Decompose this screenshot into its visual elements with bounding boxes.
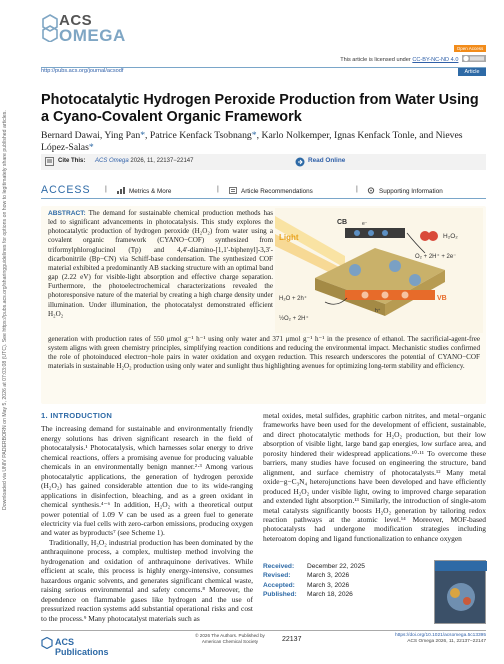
- introduction-heading: 1. INTRODUCTION: [41, 411, 113, 420]
- license-link[interactable]: CC-BY-NC-ND 4.0: [412, 57, 459, 63]
- electron-symbol: e⁻: [362, 221, 368, 227]
- acs-publications-logo[interactable]: [41, 636, 111, 657]
- footer-reference: [395, 633, 486, 645]
- date-label: Revised:: [263, 572, 291, 580]
- vb-label: VB: [437, 295, 447, 302]
- abstract-section: [41, 206, 486, 404]
- date-label: Accepted:: [263, 581, 295, 589]
- cite-journal: ACS Omega: [95, 158, 129, 164]
- metrics-link[interactable]: [117, 187, 171, 195]
- h2o2-label: H₂O₂: [443, 233, 458, 240]
- download-notice-text: Downloaded via UNIV PADERBORN on May 5, 2026 at 07:03:08 (UTC). See https://pubs.acs.org/sharingguidelines for options on how to legitimately share published articles.: [2, 110, 8, 510]
- author-name[interactable]: Nieves López-Salas: [41, 130, 463, 154]
- author-list: Bernard Dawai, Ying Pan*, Patrice Kenfack Tsobnang*, Karlo Nolkemper, Ignas Kenfack Tonle, and Nieves López-Salas*: [41, 130, 463, 154]
- logo-acs-text: ACS: [59, 12, 93, 29]
- read-online-link[interactable]: Read Online: [308, 157, 346, 164]
- date-row: [263, 571, 413, 580]
- date-row: [263, 581, 413, 590]
- date-row: [263, 590, 413, 599]
- intro-right-column: [263, 411, 486, 543]
- publication-dates: [263, 562, 413, 600]
- author-name[interactable]: Ignas Kenfack Tonle: [333, 130, 415, 141]
- access-label: ACCESS: [41, 184, 91, 196]
- intro-paragraph-3: metal oxides, metal sulfides, graphitic carbon nitrites, and metal−organic frameworks have been used for the development of efficient, sustainable, and direct photocatalytic methods for H₂O₂ production, but their low absorption of visible light, large band gap energies, low surface area, and porosity hindered their widespread applications.¹⁰·¹¹ To overcome these barriers, many studies have focused on engineering the structure, band alignment, and surface chemistry of photocatalysts.¹² Many metal oxide−g−C₃N₄ heterojunctions have been developed and have efficiently produced H₂O₂ under visible light, owing to improved charge separation and extended light absorption.¹³ Similarly, the introduction of single-atom metal catalysts significantly boosts H₂O₂ generation by tailoring redox reaction pathways at the atomic level.¹⁴ Moreover, MOF-based photocatalysts had undergone modification strategies including heteroatom doping and ligand functionalization to enhance oxygen: [263, 411, 486, 543]
- access-bar: [41, 183, 486, 199]
- date-value: March 3, 2026: [307, 581, 350, 589]
- oxygen-reduction-eq: O₂ + 2H⁺ + 2e⁻: [415, 254, 457, 260]
- article-type-tag: Article: [458, 68, 486, 76]
- footer-rule: [41, 630, 486, 631]
- oxygen-product-eq: ½O₂ + 2H⁺: [279, 316, 309, 322]
- supporting-info-link[interactable]: [367, 187, 443, 195]
- access-separator: |: [217, 186, 219, 193]
- cc-license-icon: [462, 55, 486, 62]
- download-notice: [2, 110, 12, 510]
- quote-icon: [45, 157, 54, 166]
- copyright-notice: [180, 633, 280, 644]
- date-label: Published:: [263, 591, 297, 599]
- hole-symbol: h⁺: [375, 308, 381, 314]
- author-name[interactable]: Patrice Kenfack Tsobnang: [149, 130, 252, 141]
- read-online-icon: [295, 157, 305, 167]
- access-separator: |: [105, 186, 107, 193]
- citation[interactable]: [95, 158, 193, 164]
- doi-link[interactable]: https://doi.org/10.1021/acsomega.5c13395: [395, 633, 486, 638]
- open-access-badge[interactable]: Open Access: [454, 45, 486, 52]
- date-value: December 22, 2025: [307, 563, 365, 570]
- author-name[interactable]: Karlo Nolkemper: [261, 130, 330, 141]
- corresponding-author-icon[interactable]: *: [140, 130, 146, 141]
- cite-label: Cite This:: [58, 158, 86, 164]
- corresponding-author-icon[interactable]: *: [88, 142, 94, 154]
- article-title: Photocatalytic Hydrogen Peroxide Production from Water Using a Cyano-Covalent Organic Framework: [41, 92, 479, 125]
- license-text: This article is licensed under: [340, 57, 411, 63]
- date-label: Received:: [263, 563, 295, 570]
- bar-chart-icon: [117, 187, 125, 194]
- corresponding-author-icon[interactable]: *: [251, 130, 257, 141]
- logo-omega-text: OMEGA: [59, 26, 126, 45]
- date-row: [263, 562, 413, 571]
- page-number: 22137: [282, 636, 302, 643]
- article-icon: [229, 187, 237, 194]
- recommendations-label: Article Recommendations: [241, 188, 313, 195]
- cite-bar: [41, 154, 486, 170]
- recommendations-link[interactable]: [229, 187, 313, 195]
- copyright-line-2: American Chemical Society: [201, 638, 259, 644]
- author-name[interactable]: Bernard Dawai: [41, 130, 100, 141]
- access-separator: |: [356, 186, 358, 193]
- toc-graphic: [275, 208, 483, 333]
- acs-publications-icon: [41, 637, 53, 649]
- gear-icon: [367, 187, 375, 194]
- intro-paragraph-2: Traditionally, H₂O₂ industrial production has been dominated by the anthraquinone process, a complex, multistep method involving the hydrogenation and oxidation of anthraquinone derivatives. While efficient at scale, this process is highly energy-intensive, consumes hazardous organic solvents, and generates significant chemical waste, raising serious environmental and safety concerns.⁸ Moreover, the dependence on flammable gases like hydrogen and the use of pressurized reaction systems add substantial operational risks and cost to the process.⁹ Many photocatalyst materials such as: [41, 537, 253, 623]
- publisher-name: ACS Publications: [55, 637, 109, 657]
- journal-reference: ACS Omega 2026, 11, 22137−22147: [407, 638, 486, 644]
- journal-cover-thumbnail[interactable]: [434, 560, 486, 624]
- journal-logo[interactable]: [41, 12, 126, 46]
- date-value: March 18, 2026: [307, 591, 353, 599]
- date-value: March 3, 2026: [307, 572, 350, 580]
- electrons: [354, 230, 388, 236]
- abstract-text-full: generation with production rates of 550 μmol g⁻¹ h⁻¹ using only water and 371 μmol g⁻¹ h⁻¹ in the presence of ethanol. The sacrificial-agent-free system aligns with green chemistry principles, simplifying reaction conditions and reducing the environmental impact. Mechanistic studies confirmed the role of photoinduced electron−hole pairs in water oxidation and oxygen reduction. This research underscores the potential of CYANO−COF materials in sustainable H₂O₂ production using only water and sunlight thus highlighting avenues for optimizing long-term stability and efficiency.: [48, 335, 480, 371]
- abstract-heading: ABSTRACT:: [48, 210, 86, 217]
- license-notice: [340, 55, 486, 63]
- intro-paragraph-1: The increasing demand for sustainable and environmentally friendly energy solutions has driven significant research in the field of photocatalysis.¹ Photocatalysis, which harnesses solar energy to drive chemical reactions, offers a promising avenue for producing valuable chemicals in an environmentally benign manner.²·³ Among various photocatalytic applications, the generation of hydrogen peroxide (H₂O₂) has gained considerable attention due to its wide-ranging applications in disinfection, bleaching, and as a green oxidant in chemical synthesis.⁴⁻⁶ In addition, H₂O₂ with a theoretical output power potential of 1.09 V can be used as a green fuel to generate electricity via fuel cells with zero-carbon emissions, producing oxygen and water as byproducts⁷ (see Scheme 1).: [41, 424, 253, 538]
- supporting-info-label: Supporting Information: [379, 188, 443, 195]
- copyright-line-1: © 2026 The Authors. Published by: [195, 633, 265, 638]
- water-oxidation-eq: H₂O + 2h⁺: [279, 296, 308, 302]
- light-label: Light: [279, 233, 299, 242]
- acs-hexagon-icon: [41, 14, 59, 42]
- cover-art-icon: [435, 561, 487, 625]
- metrics-label: Metrics & More: [129, 188, 172, 195]
- cb-label: CB: [337, 219, 348, 226]
- intro-left-column: [41, 411, 253, 623]
- cite-details: 2026, 11, 22137−22147: [130, 158, 194, 164]
- author-name[interactable]: Ying Pan: [104, 130, 141, 141]
- valence-band: [345, 290, 435, 300]
- journal-url-link[interactable]: http://pubs.acs.org/journal/acsodf: [41, 68, 124, 74]
- abstract-body-1: The demand for sustainable chemical production methods has led to significant advancements in photocatalysis. This study explores the photocatalytic production of hydrogen peroxide (H₂O₂) from water using a covalent organic framework (CYANO−COF) synthesized from triformylphloroglucinol (Tp) and 4,4′-diamino-[1,1′-biphenyl]-3,3′-dicarbonitrile (Bp−CN) via Schiff-base condensation. The synthesized COF material exhibited a predominantly AB stacking structure with an optimal band gap (2.22 eV) for visible-light absorption and effective charge separation. Furthermore, the photoelectrochemical characterizations revealed the photoresponsive nature of the material by creating a high charge density under illumination. Under illumination, the photocatalyst demonstrated efficient H₂O₂: [48, 209, 273, 318]
- abstract-text-wrapped: [48, 209, 273, 319]
- h2o2-molecule: [428, 231, 438, 241]
